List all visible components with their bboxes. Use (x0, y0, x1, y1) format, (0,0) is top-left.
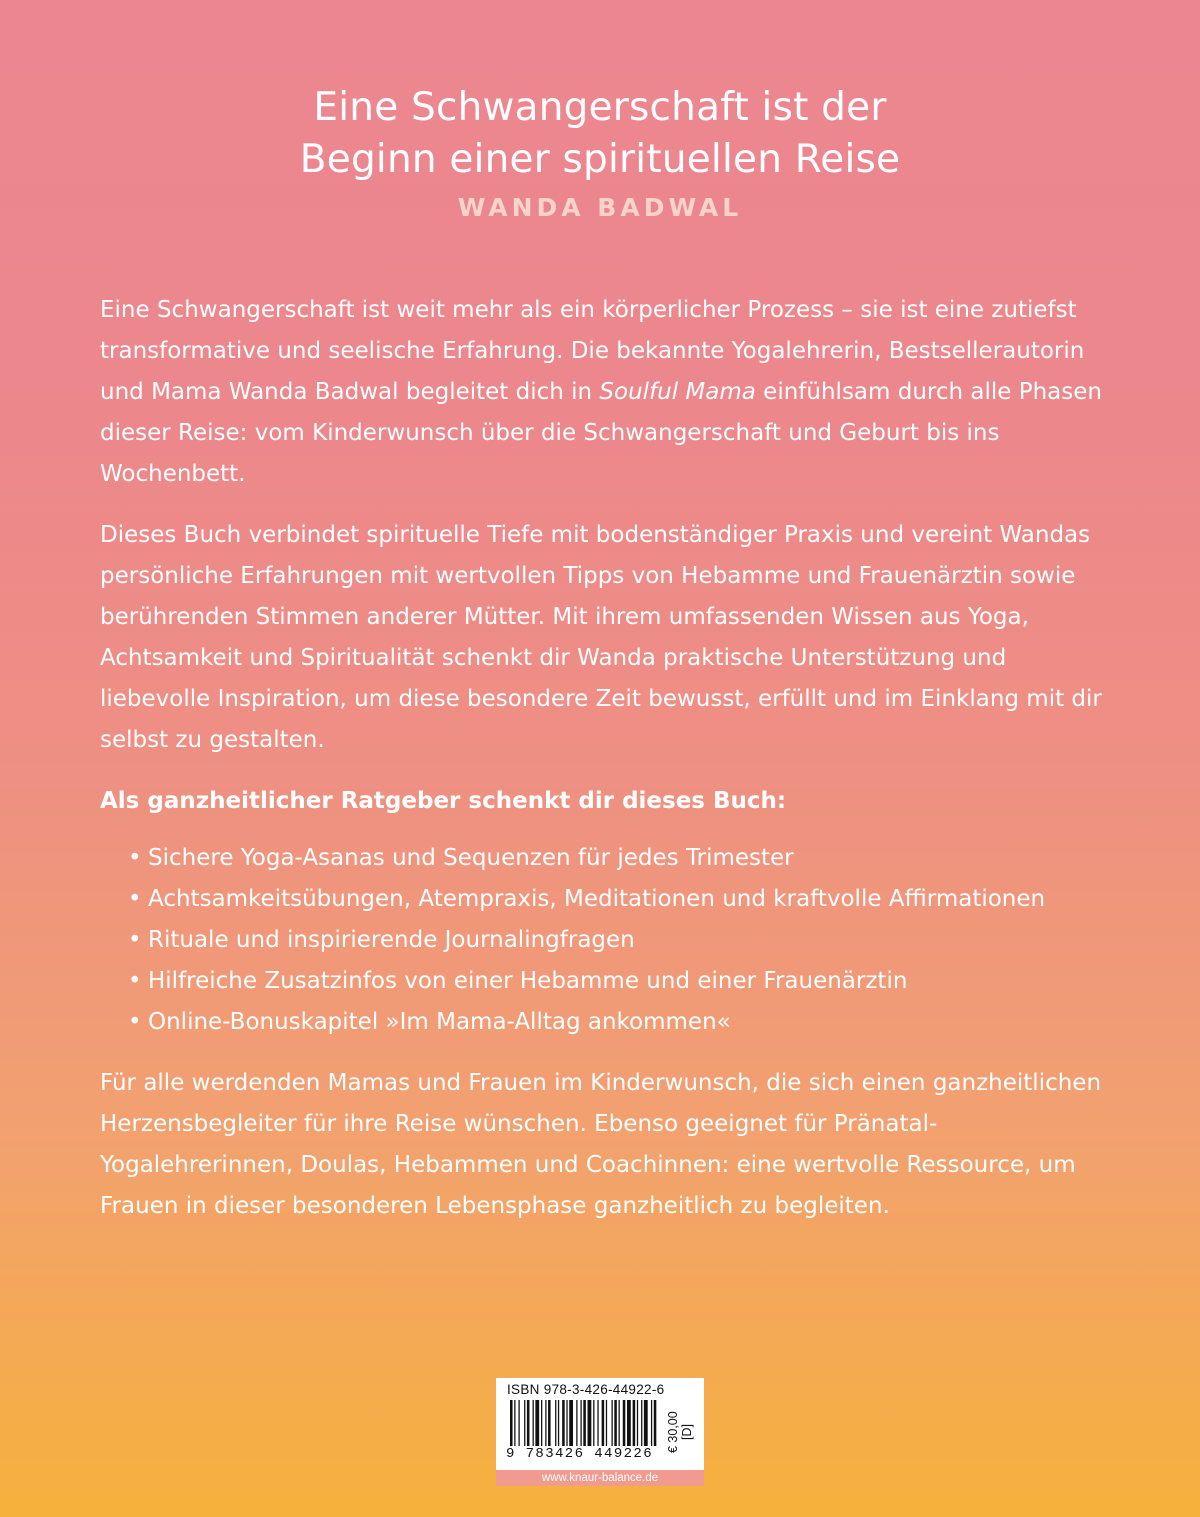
barcode-bar (611, 1400, 612, 1446)
bullet-icon: • (128, 845, 142, 871)
barcode-bar (535, 1400, 539, 1446)
intro-text-end: einfühlsam durch alle Phasen dieser Reise: vom Kinderwunsch über die Schwangerschaft und Geburt bis ins Wochenbett. (100, 379, 1102, 487)
barcode-bar (527, 1400, 530, 1446)
isbn-barcode-label (496, 1378, 704, 1486)
barcode-bar (533, 1400, 534, 1446)
barcode-bar (566, 1400, 567, 1446)
feature-item (128, 920, 1105, 961)
feature-item (128, 879, 1105, 920)
barcode-bar (654, 1400, 657, 1446)
feature-item (128, 1002, 1105, 1043)
barcode-bar (545, 1400, 546, 1446)
barcode-bar (588, 1400, 592, 1446)
barcode-bar (602, 1400, 605, 1446)
intro-paragraph (100, 290, 1105, 495)
heading-line-1: Eine Schwangerschaft ist der (313, 85, 887, 130)
book-title: Soulful Mama (599, 379, 756, 405)
barcode-bar (651, 1400, 652, 1446)
barcode-bar (514, 1400, 515, 1446)
publisher-website: www.knaur-balance.de (496, 1470, 704, 1486)
barcode-icon (510, 1400, 658, 1446)
bullet-icon: • (128, 968, 142, 994)
barcode-bar (627, 1400, 631, 1446)
barcode-bar (644, 1400, 648, 1446)
barcode-bar (518, 1400, 519, 1446)
barcode-bar (558, 1400, 559, 1446)
heading-line-2: Beginn einer spirituellen Reise (299, 137, 901, 182)
isbn-number: ISBN 978-3-426-44922-6 (507, 1382, 665, 1397)
blurb (100, 290, 1105, 1247)
features-lead: Als ganzheitlicher Ratgeber schenkt dir dieses Buch: (100, 788, 787, 814)
feature-text: Sichere Yoga-Asanas und Sequenzen für jedes Trimester (148, 845, 794, 871)
bullet-icon: • (128, 927, 142, 953)
description-paragraph: Dieses Buch verbindet spirituelle Tiefe mit bodenständiger Praxis und vereint Wandas persönliche Erfahrungen mit wertvollen Tipps von Hebamme und Frauenärztin sowie berührenden Stimmen anderer Mütter. Mit ihrem umfassenden Wissen aus Yoga, Achtsamkeit und Spiritualität schenkt dir Wanda praktische Unterstützung und liebevolle Inspiration, um diese besondere Zeit bewusst, erfüllt und im Einklang mit dir selbst zu gestalten. (100, 522, 1102, 753)
feature-item (128, 838, 1105, 879)
barcode-bar (606, 1400, 607, 1446)
barcode-bar (562, 1400, 565, 1446)
audience-paragraph: Für alle werdenden Mamas und Frauen im Kinderwunsch, die sich einen ganzheitlichen Herzensbegleiter für ihre Reise wünschen. Ebenso geeignet für Pränatal-Yogalehrerinnen, Doulas, Hebammen und Coachinnen: eine wertvolle Ressource, um Frauen in dieser besonderen Lebensphase ganzheitlich zu begleiten. (100, 1070, 1102, 1219)
barcode-bar (576, 1400, 577, 1446)
barcode-digits: 9 783426 449226 (506, 1446, 654, 1462)
barcode-bar (541, 1400, 542, 1446)
feature-text: Achtsamkeitsübungen, Atempraxis, Meditationen und kraftvolle Affirmationen (148, 886, 1046, 912)
barcode-bar (583, 1400, 586, 1446)
barcode-bar (569, 1400, 573, 1446)
barcode-bar (641, 1400, 642, 1446)
barcode-bar (524, 1400, 525, 1446)
intro-text-start: Eine Schwangerschaft ist weit mehr als ein körperlicher Prozess – sie ist eine zutiefst transformative und seelische Erfahrung. Die bekannte Yogalehrerin, Bestsellerautorin und Mama Wanda Badwal begleitet dich in (100, 297, 1085, 405)
feature-item (128, 961, 1105, 1002)
price-label: € 30,00 [D] (666, 1411, 694, 1453)
barcode-bar (633, 1400, 636, 1446)
bullet-icon: • (128, 886, 142, 912)
barcode-bar (555, 1400, 556, 1446)
feature-text: Rituale und inspirierende Journalingfragen (148, 927, 635, 953)
barcode-bar (548, 1400, 551, 1446)
feature-text: Online-Bonuskapitel »Im Mama-Alltag ankommen« (148, 1009, 731, 1035)
author-name: WANDA BADWAL (457, 193, 743, 222)
bullet-icon: • (128, 1009, 142, 1035)
feature-text: Hilfreiche Zusatzinfos von einer Hebamme und einer Frauenärztin (148, 968, 908, 994)
barcode-bar (623, 1400, 626, 1446)
cover-heading (0, 82, 1200, 186)
barcode-bar (637, 1400, 638, 1446)
barcode-bar (619, 1400, 620, 1446)
barcode-bar (614, 1400, 617, 1446)
features-list (128, 838, 1105, 1043)
barcode-bar (593, 1400, 594, 1446)
barcode-bar (580, 1400, 581, 1446)
barcode-bar (597, 1400, 598, 1446)
barcode-bar (510, 1400, 513, 1446)
